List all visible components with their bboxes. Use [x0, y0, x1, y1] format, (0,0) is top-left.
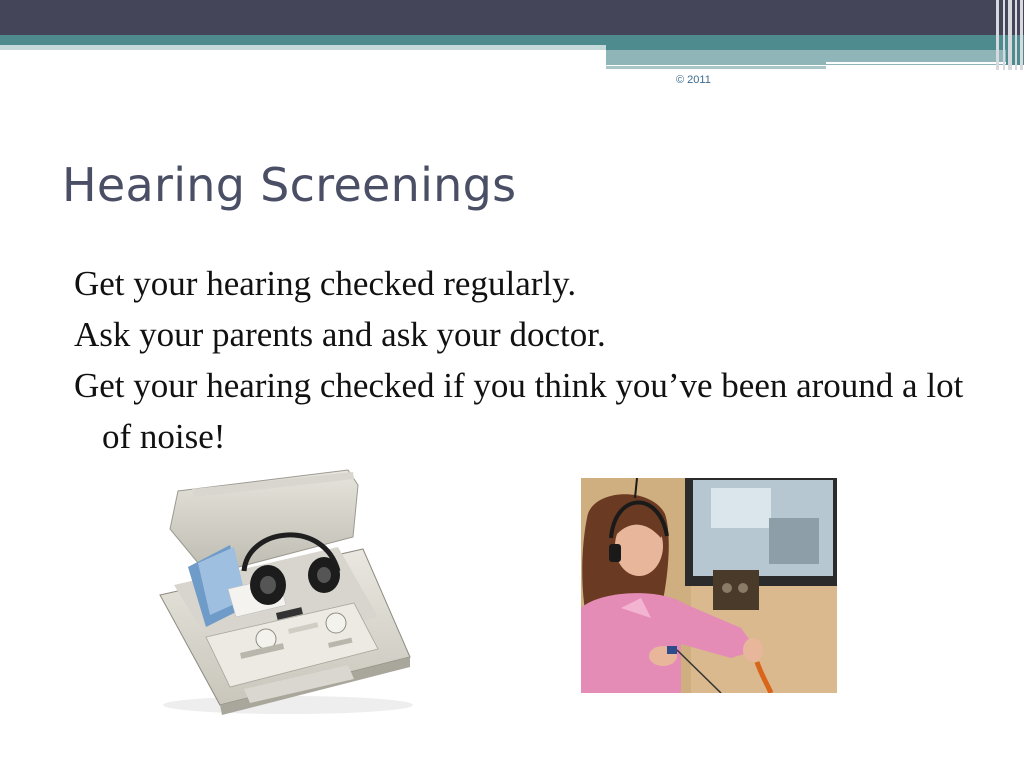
bullet-item: Get your hearing checked regularly.: [74, 264, 577, 303]
bullet-list: [74, 258, 974, 462]
header-tab-line-white: [826, 62, 1006, 64]
bullet-item: Ask your parents and ask your doctor.: [74, 315, 606, 354]
bullet-item: Get your hearing checked if you think you’ve been around a lot of noise!: [74, 366, 964, 456]
header-tab-line: [606, 66, 826, 69]
slide-title: Hearing Screenings: [62, 158, 517, 212]
header-vertical-lines: [994, 0, 1024, 70]
hearing-test-booth-photo: [581, 478, 837, 693]
copyright-notice: © 2011: [676, 74, 711, 86]
audiometer-photo: [148, 467, 420, 717]
header-band-dark: [0, 0, 1024, 35]
